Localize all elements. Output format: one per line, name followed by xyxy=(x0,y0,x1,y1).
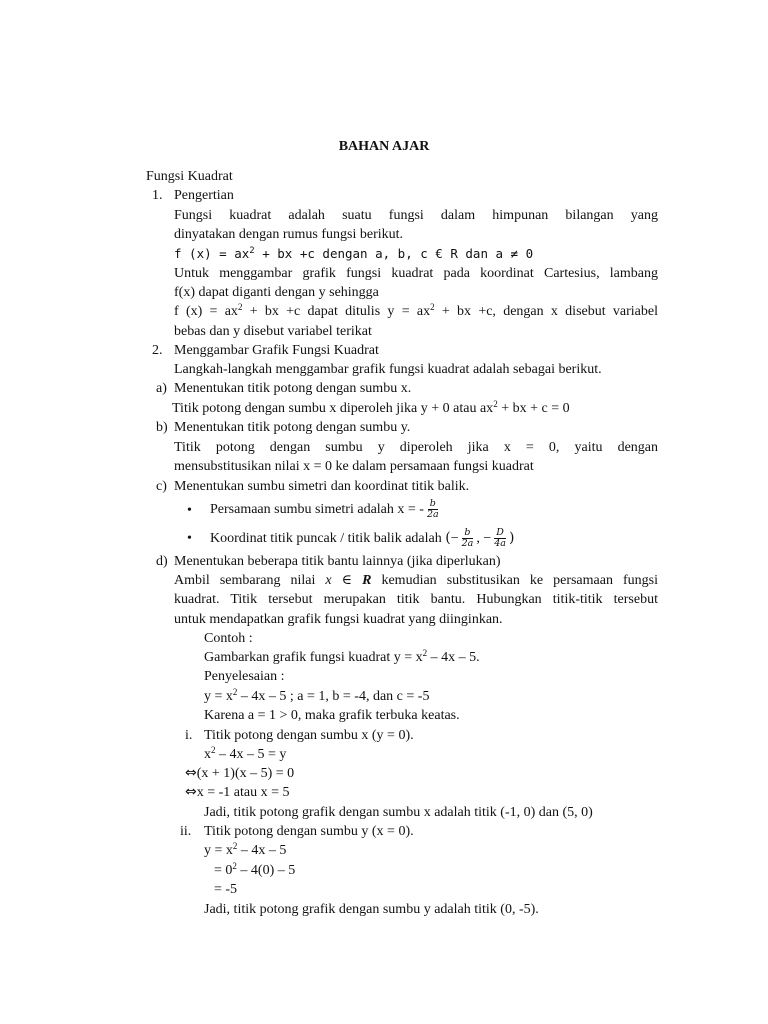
fraction-d-over-4a: $\frac{D}{4a}$ xyxy=(494,527,506,550)
sub-step-i-label: i. xyxy=(185,728,193,743)
equation-line-1: f $(x) = ax^2$ + bx +c dapat ditulis $y = ax^2$ + bx +c, dengan x disebut variabel xyxy=(174,302,658,319)
fraction-b-over-2a: $\frac{b}{2a}$ xyxy=(461,527,474,550)
sub-step-i-eq-1: $x^2 - 4x - 5 = y$ xyxy=(204,745,287,762)
step-b-text: Menentukan titik potong dengan sumbu y. xyxy=(174,420,411,435)
step-d-line-2: kuadrat. Titik tersebut merupakan titik bantu. Hubungkan titik-titik tersebut xyxy=(174,592,658,607)
step-b-line-1: Titik potong dengan sumbu y diperoleh jika x = 0, yaitu dengan xyxy=(174,440,658,455)
example-heading: Contoh : xyxy=(204,631,253,646)
solution-opens-up: Karena a = 1 > 0, maka grafik terbuka keatas. xyxy=(204,708,460,723)
sub-step-i-result: Jadi, titik potong grafik dengan sumbu x adalah titik (-1, 0) dan (5, 0) xyxy=(204,805,593,820)
section-heading: Fungsi Kuadrat xyxy=(146,169,233,184)
iff-icon: ⇔ xyxy=(185,784,197,800)
item-heading-pengertian: Pengertian xyxy=(174,188,234,203)
solution-coefficients: $y = x^2 - 4x - 5$ ; a = 1, b = -4, dan c = -5 xyxy=(204,687,430,704)
sub-step-i-text: Titik potong dengan sumbu x (y = 0). xyxy=(204,728,414,743)
iff-icon: ⇔ xyxy=(185,765,197,781)
sub-step-i-eq-3: ⇔x = -1 atau x = 5 xyxy=(185,784,290,800)
bullet-icon: • xyxy=(187,503,192,518)
fraction-b-over-2a: $\frac{b}{2a}$ xyxy=(426,498,439,521)
step-b-line-2: mensubstitusikan nilai x = 0 ke dalam persamaan fungsi kuadrat xyxy=(174,459,534,474)
equation-line-2: bebas dan y disebut variabel terikat xyxy=(174,324,372,339)
sub-step-ii-result: Jadi, titik potong grafik dengan sumbu y adalah titik (0, -5). xyxy=(204,902,539,917)
step-a-label: a) xyxy=(156,381,167,396)
bullet-symmetry-axis: Persamaan sumbu simetri adalah x = - $\frac{b}{2a}$ xyxy=(210,498,439,521)
step-b-label: b) xyxy=(156,420,168,435)
step-a-detail: Titik potong dengan sumbu x diperoleh jika y + 0 atau $ax^2$ + bx + c = 0 xyxy=(172,399,570,416)
definition-formula: f $(x) = ax^2$ + bx +c dengan a, b, c € R dan a ≠ 0 xyxy=(174,246,534,261)
step-a-text: Menentukan titik potong dengan sumbu x. xyxy=(174,381,412,396)
bullet-icon: • xyxy=(187,531,192,546)
sub-step-ii-label: ii. xyxy=(180,824,192,839)
step-d-line-3: untuk mendapatkan grafik fungsi kuadrat yang diinginkan. xyxy=(174,612,503,627)
sub-step-ii-eq-1: $y = x^2 - 4x - 5$ xyxy=(204,841,287,858)
step-d-line-1: Ambil sembarang nilai x ∈ R kemudian substitusikan ke persamaan fungsi xyxy=(174,573,658,588)
definition-line-1: Fungsi kuadrat adalah suatu fungsi dalam himpunan bilangan yang xyxy=(174,208,658,223)
cartesius-line-1: Untuk menggambar grafik fungsi kuadrat pada koordinat Cartesius, lambang xyxy=(174,266,658,281)
step-c-label: c) xyxy=(156,479,167,494)
sub-step-i-eq-2: ⇔(x + 1)(x – 5) = 0 xyxy=(185,765,295,781)
item-number-1: 1. xyxy=(152,188,163,203)
sub-step-ii-text: Titik potong dengan sumbu y (x = 0). xyxy=(204,824,414,839)
step-d-label: d) xyxy=(156,554,168,569)
example-task: Gambarkan grafik fungsi kuadrat $y = x^2 - 4x - 5$. xyxy=(204,648,480,665)
item-number-2: 2. xyxy=(152,343,163,358)
cartesius-line-2: f(x) dapat diganti dengan y sehingga xyxy=(174,285,379,300)
document-title: BAHAN AJAR xyxy=(338,139,430,154)
bullet-vertex: Koordinat titik puncak / titik balik adalah (− $\frac{b}{2a}$ , − $\frac{D}{4a}$ ) xyxy=(210,527,515,550)
solution-heading: Penyelesaian : xyxy=(204,669,285,684)
item-heading-menggambar: Menggambar Grafik Fungsi Kuadrat xyxy=(174,343,379,358)
step-c-text: Menentukan sumbu simetri dan koordinat titik balik. xyxy=(174,479,470,494)
sub-step-ii-eq-3: = -5 xyxy=(214,882,238,897)
sub-step-ii-eq-2: = $0^2 - 4(0) - 5$ xyxy=(214,861,296,878)
definition-line-2: dinyatakan dengan rumus fungsi berikut. xyxy=(174,227,404,242)
step-d-text: Menentukan beberapa titik bantu lainnya (jika diperlukan) xyxy=(174,554,501,569)
steps-intro: Langkah-langkah menggambar grafik fungsi kuadrat adalah sebagai berikut. xyxy=(174,362,602,377)
